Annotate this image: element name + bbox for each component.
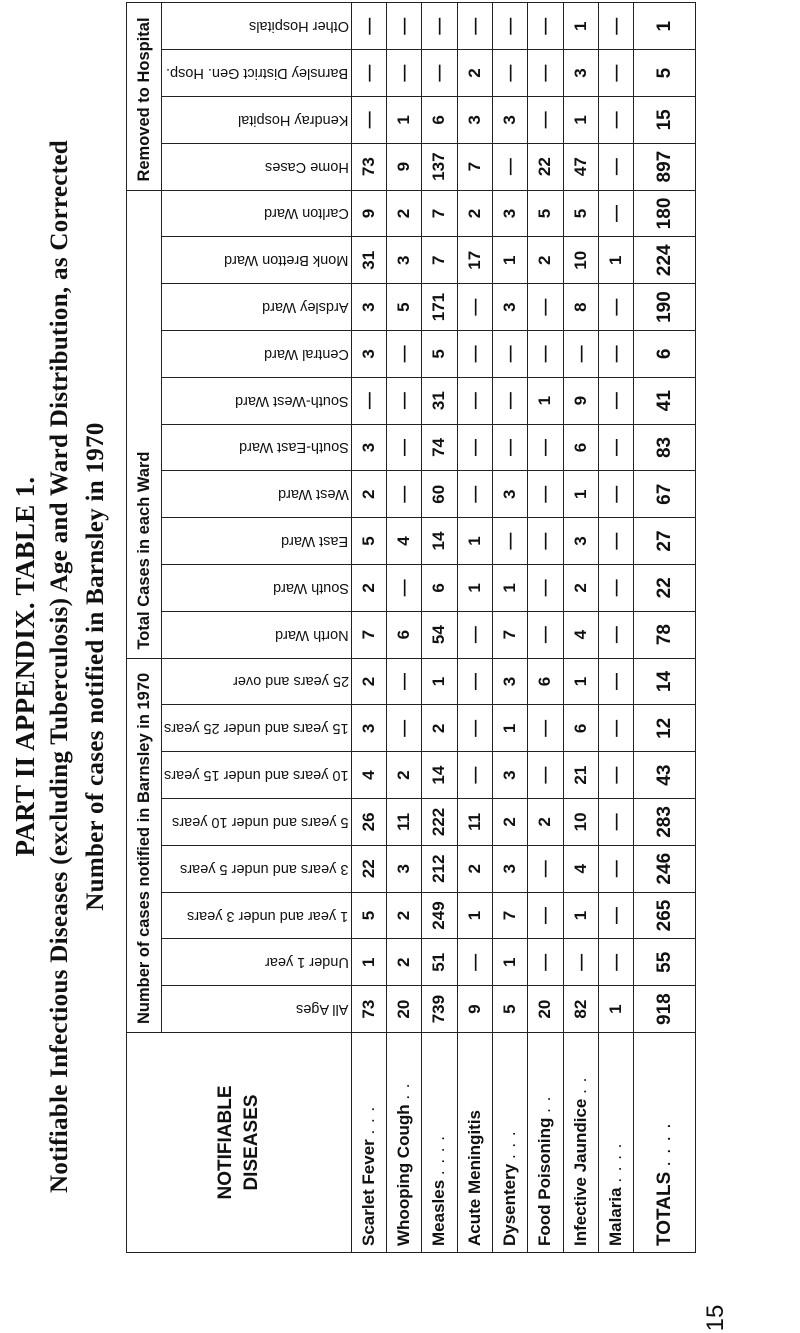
table-cell: 31: [351, 237, 386, 284]
table-cell: —: [492, 3, 527, 50]
table-cell: —: [599, 705, 634, 752]
table-cell: 6: [563, 705, 598, 752]
table-cell: —: [386, 658, 421, 705]
table-cell: 6: [528, 658, 563, 705]
table-cell: —: [599, 564, 634, 611]
table-cell: —: [457, 3, 492, 50]
table-cell: —: [599, 611, 634, 658]
table-cell: —: [528, 518, 563, 565]
table-cell: 41: [634, 377, 696, 424]
column-header: South Ward: [162, 564, 352, 611]
table-cell: 83: [634, 424, 696, 471]
disease-name: TOTALS . . . .: [634, 1033, 696, 1253]
table-cell: 22: [634, 564, 696, 611]
table-cell: 27: [634, 518, 696, 565]
table-cell: 5: [351, 518, 386, 565]
table-cell: 3: [386, 237, 421, 284]
table-cell: 1: [351, 939, 386, 986]
table-cell: 2: [457, 50, 492, 97]
table-cell: 22: [528, 143, 563, 190]
table-cell: 4: [386, 518, 421, 565]
table-cell: 3: [492, 96, 527, 143]
table-cell: 1: [563, 892, 598, 939]
table-cell: —: [599, 939, 634, 986]
table-cell: —: [563, 939, 598, 986]
column-header: 10 years and under 15 years: [162, 752, 352, 799]
table-cell: 54: [422, 611, 457, 658]
table-cell: 3: [563, 50, 598, 97]
table-cell: —: [457, 705, 492, 752]
table-cell: 4: [563, 845, 598, 892]
table-cell: 82: [563, 986, 598, 1033]
column-header: West Ward: [162, 471, 352, 518]
table-row: [351, 3, 386, 1253]
table-cell: —: [386, 50, 421, 97]
table-cell: 2: [563, 564, 598, 611]
column-header: 15 years and under 25 years: [162, 705, 352, 752]
table-cell: 739: [422, 986, 457, 1033]
table-cell: —: [492, 377, 527, 424]
table-cell: —: [386, 564, 421, 611]
disease-name: Malaria . . . .: [599, 1033, 634, 1253]
table-cell: 74: [422, 424, 457, 471]
table-cell: —: [528, 284, 563, 331]
table-cell: 14: [634, 658, 696, 705]
table-cell: —: [528, 424, 563, 471]
table-cell: 5: [492, 986, 527, 1033]
table-cell: 5: [386, 284, 421, 331]
table-cell: —: [599, 143, 634, 190]
column-header: East Ward: [162, 518, 352, 565]
table-row: [492, 3, 527, 1253]
table-cell: 10: [563, 237, 598, 284]
column-header: Kendray Hospital: [162, 96, 352, 143]
table-cell: 190: [634, 284, 696, 331]
table-cell: 2: [422, 705, 457, 752]
table-cell: 222: [422, 799, 457, 846]
table-cell: 47: [563, 143, 598, 190]
table-cell: 5: [422, 330, 457, 377]
table-cell: —: [386, 330, 421, 377]
table-cell: 1: [492, 705, 527, 752]
table-row: [599, 3, 634, 1253]
table-cell: —: [457, 939, 492, 986]
table-cell: 5: [634, 50, 696, 97]
table-cell: 9: [386, 143, 421, 190]
table-cell: 7: [422, 237, 457, 284]
table-cell: 897: [634, 143, 696, 190]
table-cell: —: [492, 50, 527, 97]
table-cell: —: [422, 50, 457, 97]
table-cell: —: [599, 3, 634, 50]
table-cell: 6: [634, 330, 696, 377]
table-cell: 51: [422, 939, 457, 986]
table-cell: 8: [563, 284, 598, 331]
table-cell: 212: [422, 845, 457, 892]
table-cell: 137: [422, 143, 457, 190]
column-header: Barnsley District Gen. Hosp.: [162, 50, 352, 97]
table-cell: —: [528, 330, 563, 377]
table-cell: —: [599, 424, 634, 471]
table-cell: —: [386, 3, 421, 50]
table-cell: 20: [528, 986, 563, 1033]
table-row: [386, 3, 421, 1253]
table-cell: 2: [528, 237, 563, 284]
table-cell: —: [528, 50, 563, 97]
table-cell: 171: [422, 284, 457, 331]
column-header: 1 year and under 3 years: [162, 892, 352, 939]
totals-row: [634, 3, 696, 1253]
age-group-heading: Number of cases notified in Barnsley in 1970: [127, 658, 162, 1032]
table-cell: 6: [422, 564, 457, 611]
table-cell: 7: [492, 611, 527, 658]
table-cell: 3: [492, 752, 527, 799]
table-row: [563, 3, 598, 1253]
table-cell: 9: [351, 190, 386, 237]
disease-table: [126, 2, 696, 1253]
table-cell: 2: [457, 845, 492, 892]
table-cell: —: [599, 845, 634, 892]
table-cell: 3: [351, 284, 386, 331]
table-cell: 12: [634, 705, 696, 752]
table-cell: —: [528, 705, 563, 752]
table-cell: —: [599, 377, 634, 424]
column-header: 5 years and under 10 years: [162, 799, 352, 846]
table-cell: 1: [492, 564, 527, 611]
table-cell: 5: [528, 190, 563, 237]
table-cell: —: [422, 3, 457, 50]
table-cell: —: [528, 611, 563, 658]
table-cell: —: [457, 658, 492, 705]
table-cell: 4: [563, 611, 598, 658]
table-cell: 9: [457, 986, 492, 1033]
table-cell: 2: [386, 752, 421, 799]
table-cell: 3: [351, 424, 386, 471]
table-cell: —: [351, 377, 386, 424]
table-cell: 2: [351, 471, 386, 518]
table-cell: —: [457, 330, 492, 377]
column-header: 25 years and over: [162, 658, 352, 705]
table-cell: —: [528, 564, 563, 611]
column-header: South-East Ward: [162, 424, 352, 471]
table-cell: —: [492, 424, 527, 471]
table-cell: 2: [351, 564, 386, 611]
table-cell: 265: [634, 892, 696, 939]
table-cell: —: [599, 50, 634, 97]
table-cell: —: [599, 190, 634, 237]
table-cell: —: [599, 752, 634, 799]
table-cell: 1: [457, 564, 492, 611]
disease-column-heading: NOTIFIABLE DISEASES: [127, 1033, 352, 1253]
table-cell: 14: [422, 752, 457, 799]
table-cell: 5: [563, 190, 598, 237]
table-cell: —: [599, 518, 634, 565]
table-cell: —: [386, 705, 421, 752]
table-cell: 21: [563, 752, 598, 799]
table-cell: —: [457, 377, 492, 424]
table-cell: —: [528, 96, 563, 143]
table-cell: —: [599, 284, 634, 331]
table-cell: 1: [492, 939, 527, 986]
disease-name: Food Poisoning . .: [528, 1033, 563, 1253]
table-cell: 1: [563, 3, 598, 50]
table-cell: 78: [634, 611, 696, 658]
table-cell: —: [528, 752, 563, 799]
table-subtitle: Notifiable Infectious Diseases (excluding Tuberculosis) Age and Ward Distribution, as Corrected: [46, 140, 73, 1193]
column-header: Under 1 year: [162, 939, 352, 986]
table-cell: —: [528, 471, 563, 518]
table-cell: 1: [563, 658, 598, 705]
table-cell: 3: [492, 658, 527, 705]
table-cell: 15: [634, 96, 696, 143]
table-cell: —: [386, 377, 421, 424]
table-cell: 1: [634, 3, 696, 50]
table-cell: 3: [386, 845, 421, 892]
table-cell: 2: [351, 658, 386, 705]
table-cell: 180: [634, 190, 696, 237]
table-row: [457, 3, 492, 1253]
table-cell: 3: [492, 190, 527, 237]
table-cell: 3: [457, 96, 492, 143]
table-cell: 11: [386, 799, 421, 846]
table-cell: —: [528, 939, 563, 986]
table-cell: 6: [386, 611, 421, 658]
table-cell: —: [386, 424, 421, 471]
column-header: South-West Ward: [162, 377, 352, 424]
table-cell: 43: [634, 752, 696, 799]
table-cell: 7: [457, 143, 492, 190]
table-cell: 7: [422, 190, 457, 237]
table-cell: —: [351, 50, 386, 97]
table-cell: 7: [351, 611, 386, 658]
table-cell: 2: [492, 799, 527, 846]
table-cell: 60: [422, 471, 457, 518]
table-cell: —: [351, 96, 386, 143]
table-cell: 1: [599, 237, 634, 284]
table-caption: Number of cases notified in Barnsley in 1970: [82, 422, 109, 911]
table-cell: —: [386, 471, 421, 518]
ward-group-heading: Total Cases in each Ward: [127, 190, 162, 658]
column-header: Other Hospitals: [162, 3, 352, 50]
table-cell: 1: [563, 471, 598, 518]
table-cell: 1: [422, 658, 457, 705]
table-cell: 3: [492, 845, 527, 892]
table-cell: 20: [386, 986, 421, 1033]
page-number: 15: [702, 1304, 729, 1332]
table-cell: 224: [634, 237, 696, 284]
table-cell: 1: [528, 377, 563, 424]
column-header: North Ward: [162, 611, 352, 658]
table-cell: 9: [563, 377, 598, 424]
disease-name: Whooping Cough . .: [386, 1033, 421, 1253]
table-cell: 10: [563, 799, 598, 846]
disease-name: Dysentery . . .: [492, 1033, 527, 1253]
table-cell: —: [599, 799, 634, 846]
table-cell: 246: [634, 845, 696, 892]
table-cell: 17: [457, 237, 492, 284]
column-header: Central Ward: [162, 330, 352, 377]
table-cell: 4: [351, 752, 386, 799]
table-cell: 55: [634, 939, 696, 986]
disease-name: Infective Jaundice . .: [563, 1033, 598, 1253]
table-cell: 22: [351, 845, 386, 892]
column-header: 3 years and under 5 years: [162, 845, 352, 892]
table-cell: 11: [457, 799, 492, 846]
table-cell: 26: [351, 799, 386, 846]
table-cell: 1: [386, 96, 421, 143]
column-header: Monk Bretton Ward: [162, 237, 352, 284]
table-cell: 3: [492, 471, 527, 518]
column-header: All Ages: [162, 986, 352, 1033]
table-cell: —: [351, 3, 386, 50]
table-cell: 2: [386, 939, 421, 986]
table-cell: 5: [351, 892, 386, 939]
table-cell: —: [599, 96, 634, 143]
column-header: Ardsley Ward: [162, 284, 352, 331]
table-cell: —: [457, 611, 492, 658]
table-cell: 1: [492, 237, 527, 284]
table-cell: 6: [563, 424, 598, 471]
table-cell: —: [528, 892, 563, 939]
table-row: [528, 3, 563, 1253]
table-cell: —: [492, 330, 527, 377]
table-cell: 31: [422, 377, 457, 424]
table-row: [422, 3, 457, 1253]
table-cell: —: [563, 330, 598, 377]
table-cell: 249: [422, 892, 457, 939]
table-cell: 1: [563, 96, 598, 143]
table-cell: —: [528, 845, 563, 892]
table-cell: 3: [563, 518, 598, 565]
table-cell: 1: [457, 518, 492, 565]
table-cell: 3: [351, 330, 386, 377]
table-cell: 6: [422, 96, 457, 143]
table-cell: —: [492, 518, 527, 565]
table-cell: 1: [599, 986, 634, 1033]
table-cell: —: [599, 471, 634, 518]
table-cell: —: [457, 284, 492, 331]
column-header: Home Cases: [162, 143, 352, 190]
disease-name: Scarlet Fever . . .: [351, 1033, 386, 1253]
table-cell: 2: [528, 799, 563, 846]
table-cell: 7: [492, 892, 527, 939]
table-cell: —: [492, 143, 527, 190]
table-cell: —: [457, 752, 492, 799]
table-cell: 3: [492, 284, 527, 331]
table-cell: 14: [422, 518, 457, 565]
hospital-group-heading: Removed to Hospital: [127, 3, 162, 190]
table-cell: 2: [457, 190, 492, 237]
table-cell: 67: [634, 471, 696, 518]
table-cell: 283: [634, 799, 696, 846]
table-cell: 2: [386, 190, 421, 237]
table-cell: —: [599, 658, 634, 705]
table-cell: —: [457, 424, 492, 471]
table-cell: 1: [457, 892, 492, 939]
column-header: Carlton Ward: [162, 190, 352, 237]
disease-name: Acute Meningitis: [457, 1033, 492, 1253]
table-cell: —: [457, 471, 492, 518]
table-cell: 3: [351, 705, 386, 752]
table-cell: 918: [634, 986, 696, 1033]
table-cell: 73: [351, 143, 386, 190]
table-cell: 73: [351, 986, 386, 1033]
disease-name: Measles . . . .: [422, 1033, 457, 1253]
table-cell: —: [528, 3, 563, 50]
table-title: PART II APPENDIX. TABLE 1.: [10, 476, 40, 857]
table-cell: 2: [386, 892, 421, 939]
table-cell: —: [599, 330, 634, 377]
table-cell: —: [599, 892, 634, 939]
